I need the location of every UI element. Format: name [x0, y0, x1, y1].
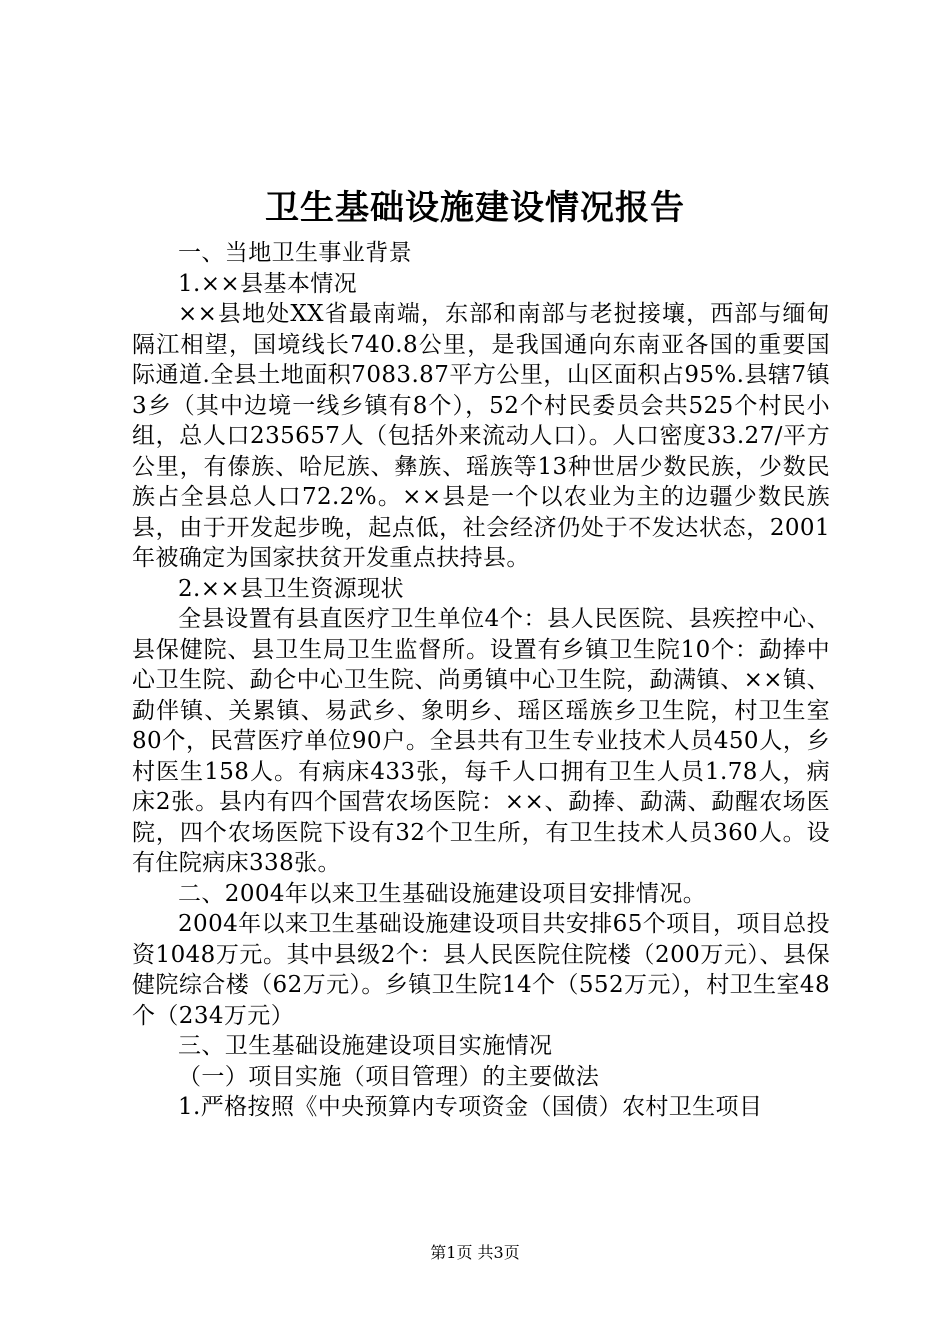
- document-title: 卫生基础设施建设情况报告: [265, 188, 685, 228]
- section-heading-3: 三、卫生基础设施建设项目实施情况: [178, 1033, 553, 1059]
- paragraph-item-1: 1.严格按照《中央预算内专项资金（国债）农村卫生项目: [178, 1094, 763, 1120]
- subsection-heading-3: （一）项目实施（项目管理）的主要做法: [178, 1063, 600, 1090]
- page-footer: 第1页 共3页: [430, 1243, 520, 1262]
- document-body: [132, 238, 830, 1123]
- paragraph-health-resources: 全县设置有县直医疗卫生单位4个：县人民医院、县疾控中心、县保健院、县卫生局卫生监督所。设置有乡镇卫生院10个：勐捧中心卫生院、勐仑中心卫生院、尚勇镇中心卫生院，勐满镇、××镇、勐伴镇、关累镇、易武乡、象明乡、瑶区瑶族乡卫生院，村卫生室80个，民营医疗单位90户。全县共有卫生专业技术人员450人，乡村医生158人。有病床433张，每千人口拥有卫生人员1.78人，病床2张。县内有四个国营农场医院：××、勐捧、勐满、勐醒农场医院，四个农场医院下设有32个卫生所，有卫生技术人员360人。设有住院病床338张。: [132, 606, 830, 876]
- paragraph-project-arrangement: 2004年以来卫生基础设施建设项目共安排65个项目，项目总投资1048万元。其中县级2个：县人民医院住院楼（200万元）、县保健院综合楼（62万元）。乡镇卫生院14个（552万元），村卫生室48个（234万元）: [132, 911, 830, 1029]
- section-heading-1: 一、当地卫生事业背景: [178, 240, 412, 266]
- section-heading-2: 二、2004年以来卫生基础设施建设项目安排情况。: [178, 880, 707, 907]
- paragraph-county-overview: ××县地处XX省最南端，东部和南部与老挝接壤，西部与缅甸隔江相望，国境线长740.8公里，是我国通向东南亚各国的重要国际通道.全县土地面积7083.87平方公里，山区面积占95%.县辖7镇3乡（其中边境一线乡镇有8个），52个村民委员会共525个村民小组，总人口235657人（包括外来流动人口）。人口密度33.27/平方公里，有傣族、哈尼族、彝族、瑶族等13种世居少数民族，少数民族占全县总人口72.2%。××县是一个以农业为主的边疆少数民族县，由于开发起步晚，起点低，社会经济仍处于不发达状态，2001年被确定为国家扶贫开发重点扶持县。: [132, 301, 830, 571]
- subsection-heading-2: 2.××县卫生资源现状: [178, 575, 404, 602]
- subsection-heading-1: 1.××县基本情况: [178, 270, 358, 297]
